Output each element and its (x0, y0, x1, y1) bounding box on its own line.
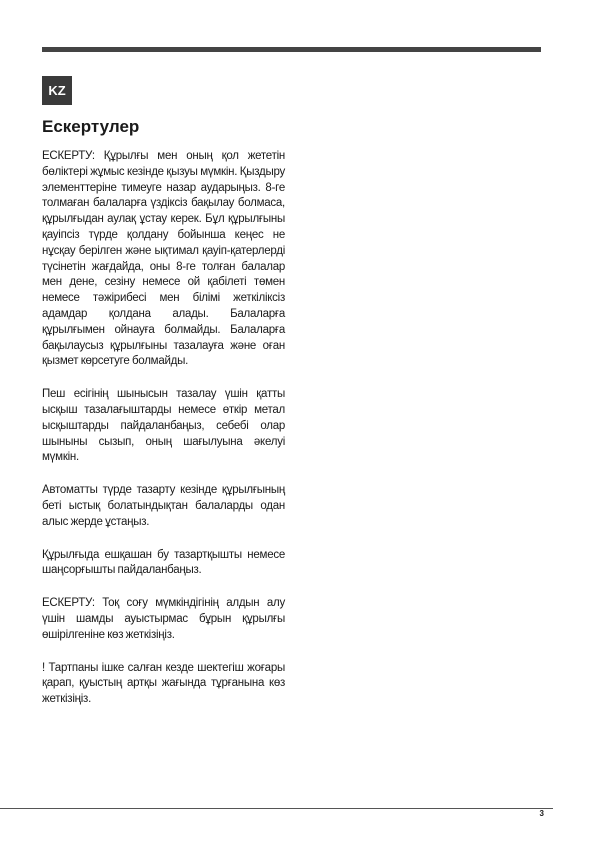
warning-paragraph-hot-surfaces: ЕСКЕРТУ: Құрылғы мен оның қол жететін бөліктері жұмыс кезінде қызуы мүмкін. Қыздыру элементтеріне тимеуге назар аударыңыз. 8-ге толмаған балаларға үздіксіз бақылау болмаса, құрылғыдан аулақ ұстау керек. Бұл құрылғыны қауіпсіз түрде қолдану бойынша кеңес не нұсқау берілген және ықтимал қауіп-қатерлерді түсінетін жағдайда, оны 8-ге толған балалар мен дене, сезіну немесе ой қабілеті төмен немесе тәжірибесі мен білімі жеткіліксіз адамдар қолдана алады. Балаларға құрылғымен ойнауға болмайды. Балаларға бақылаусыз құрылғыны тазалауға және оған қызмет көрсетуге болмайды. (42, 150, 285, 368)
warning-paragraph-lamp-replacement: ЕСКЕРТУ: Тоқ соғу мүмкіндігінің алдын алу үшін шамды ауыстырмас бұрын құрылғы өшірілгеніне көз жеткізіңіз. (42, 597, 285, 641)
warning-paragraph-drawer: ! Тартпаны ішке салған кезде шектегіш жоғары қарап, қуыстың артқы жағында тұрғанына көз жеткізіңіз. (42, 661, 285, 706)
warning-paragraph-door-glass: Пеш есігінің шынысын тазалау үшін қатты ысқыш тазалағыштарды немесе өткір метал ысқыштарды пайдаланбаңыз, себебі олар шыныны сызып, оның шағылуына әкелуі мүмкін. (42, 388, 285, 464)
warnings-section (42, 149, 285, 725)
footer-rule (0, 808, 553, 809)
page-title: Ескертулер (42, 117, 140, 136)
warning-paragraph-steam-cleaner: Құрылғыда ешқашан бу тазартқышты немесе шаңсорғышты пайдаланбаңыз. (42, 548, 285, 577)
header-rule (42, 47, 541, 52)
warning-paragraph-self-cleaning: Автоматты түрде тазарту кезінде құрылғының беті ыстық болатындықтан балаларды одан алыс жерде ұстаңыз. (42, 484, 285, 528)
language-badge: KZ (42, 76, 72, 105)
page-number: 3 (539, 809, 544, 818)
